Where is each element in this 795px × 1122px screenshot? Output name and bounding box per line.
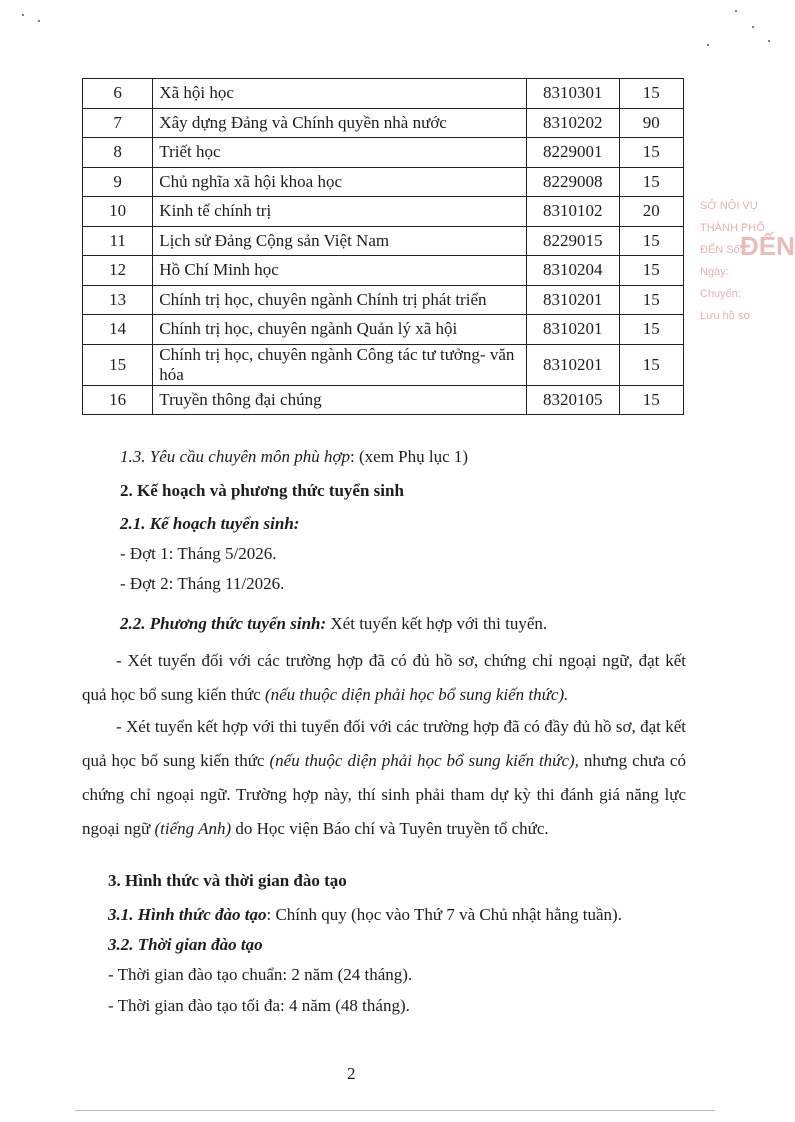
table-row xyxy=(83,108,684,138)
paragraph-text: - Xét tuyển kết hợp với thi tuyển đối với các trường hợp đã có đầy đủ hồ sơ, đạt kết quả học bổ sung kiến thức xyxy=(82,717,686,770)
quota-cell: 15 xyxy=(619,79,683,109)
table-row xyxy=(83,226,684,256)
table-row xyxy=(83,344,684,385)
paragraph-italic: (nếu thuộc diện phải học bổ sung kiến thức), xyxy=(269,751,579,770)
section-1-3-heading: 1.3. Yêu cầu chuyên môn phù hợp xyxy=(120,447,351,466)
majors-table-body xyxy=(83,79,684,415)
page-number: 2 xyxy=(347,1064,356,1083)
section-1-3 xyxy=(120,446,468,468)
major-code-cell: 8310301 xyxy=(526,79,619,109)
scan-speck xyxy=(22,14,24,16)
major-name-cell: Chính trị học, chuyên ngành Quản lý xã hội xyxy=(153,315,527,345)
list-item: - Đợt 1: Tháng 5/2026. xyxy=(120,544,277,563)
quota-cell: 15 xyxy=(619,344,683,385)
major-name-cell: Truyền thông đại chúng xyxy=(153,385,527,415)
row-number-cell: 9 xyxy=(83,167,153,197)
major-name-cell: Chủ nghĩa xã hội khoa học xyxy=(153,167,527,197)
paragraph-italic: (nếu thuộc diện phải học bổ sung kiến thức). xyxy=(264,685,569,704)
scan-speck xyxy=(707,44,709,46)
section-2-2-heading: 2.2. Phương thức tuyển sinh: xyxy=(120,614,327,633)
major-name-cell: Lịch sử Đảng Cộng sản Việt Nam xyxy=(153,226,527,256)
row-number-cell: 16 xyxy=(83,385,153,415)
section-2-2 xyxy=(120,613,547,635)
table-row xyxy=(83,315,684,345)
paragraph-text: do Học viện Báo chí và Tuyên truyền tổ chức. xyxy=(231,819,549,838)
section-2-1-heading: 2.1. Kế hoạch tuyển sinh: xyxy=(120,514,300,533)
row-number-cell: 8 xyxy=(83,138,153,168)
table-row xyxy=(83,167,684,197)
row-number-cell: 6 xyxy=(83,79,153,109)
table-row xyxy=(83,285,684,315)
section-1-3-text: : (xem Phụ lục 1) xyxy=(350,447,469,466)
major-code-cell: 8229001 xyxy=(526,138,619,168)
row-number-cell: 12 xyxy=(83,256,153,286)
major-name-cell: Kinh tế chính trị xyxy=(153,197,527,227)
major-code-cell: 8310204 xyxy=(526,256,619,286)
quota-cell: 15 xyxy=(619,138,683,168)
row-number-cell: 15 xyxy=(83,344,153,385)
major-name-cell: Chính trị học, chuyên ngành Công tác tư tưởng- văn hóa xyxy=(153,344,527,385)
scan-speck xyxy=(735,10,737,12)
section-2-2-text: Xét tuyển kết hợp với thi tuyển. xyxy=(326,614,548,633)
major-code-cell: 8310102 xyxy=(526,197,619,227)
stamp-line: Chuyển: xyxy=(700,288,741,300)
major-code-cell: 8310202 xyxy=(526,108,619,138)
list-item: - Đợt 2: Tháng 11/2026. xyxy=(120,574,285,593)
major-name-cell: Hồ Chí Minh học xyxy=(153,256,527,286)
major-code-cell: 8229008 xyxy=(526,167,619,197)
quota-cell: 15 xyxy=(619,167,683,197)
bottom-divider xyxy=(75,1110,715,1111)
scan-speck xyxy=(38,20,40,22)
quota-cell: 15 xyxy=(619,315,683,345)
stamp-line: SỞ NỘI VỤ THÀNH PHỐ xyxy=(700,200,765,234)
section-2-heading: 2. Kế hoạch và phương thức tuyển sinh xyxy=(120,481,404,500)
table-row xyxy=(83,138,684,168)
major-name-cell: Chính trị học, chuyên ngành Chính trị phát triển xyxy=(153,285,527,315)
table-row xyxy=(83,385,684,415)
paragraph-text: - Xét tuyển đối với các trường hợp đã có đủ hồ sơ, chứng chỉ ngoại ngữ, đạt kết quả học bổ sung kiến thức xyxy=(82,651,686,704)
quota-cell: 15 xyxy=(619,285,683,315)
stamp-line: Lưu hồ sơ xyxy=(700,310,751,322)
scan-speck xyxy=(752,26,754,28)
section-3-2-heading: 3.2. Thời gian đào tạo xyxy=(108,935,263,954)
majors-table xyxy=(82,78,684,415)
row-number-cell: 11 xyxy=(83,226,153,256)
quota-cell: 15 xyxy=(619,385,683,415)
major-code-cell: 8320105 xyxy=(526,385,619,415)
quota-cell: 20 xyxy=(619,197,683,227)
paragraph-xet-tuyen xyxy=(82,644,686,712)
table-row xyxy=(83,197,684,227)
major-name-cell: Xã hội học xyxy=(153,79,527,109)
received-stamp xyxy=(700,195,795,325)
major-code-cell: 8310201 xyxy=(526,315,619,345)
major-code-cell: 8229015 xyxy=(526,226,619,256)
row-number-cell: 10 xyxy=(83,197,153,227)
paragraph-italic: (tiếng Anh) xyxy=(154,819,232,838)
stamp-line: Ngày: xyxy=(700,266,729,278)
row-number-cell: 13 xyxy=(83,285,153,315)
major-code-cell: 8310201 xyxy=(526,285,619,315)
table-row xyxy=(83,79,684,109)
stamp-line: ĐẾN Số: xyxy=(700,244,743,256)
list-item: - Thời gian đào tạo chuẩn: 2 năm (24 tháng). xyxy=(108,965,413,984)
section-3-1-text: : Chính quy (học vào Thứ 7 và Chủ nhật hằng tuần). xyxy=(266,905,622,924)
paragraph-text: nhưng chưa có chứng chỉ ngoại ngữ. Trường hợp này, thí sinh phải tham dự kỳ thi đánh giá năng lực ngoại ngữ xyxy=(82,751,686,838)
major-name-cell: Xây dựng Đảng và Chính quyền nhà nước xyxy=(153,108,527,138)
row-number-cell: 7 xyxy=(83,108,153,138)
section-3-1 xyxy=(108,904,622,926)
list-item: - Thời gian đào tạo tối đa: 4 năm (48 tháng). xyxy=(108,996,410,1015)
quota-cell: 15 xyxy=(619,256,683,286)
quota-cell: 15 xyxy=(619,226,683,256)
scan-speck xyxy=(768,40,770,42)
stamp-big-text: ĐẾN xyxy=(740,231,795,261)
table-row xyxy=(83,256,684,286)
major-code-cell: 8310201 xyxy=(526,344,619,385)
quota-cell: 90 xyxy=(619,108,683,138)
row-number-cell: 14 xyxy=(83,315,153,345)
paragraph-xet-tuyen-thi-tuyen xyxy=(82,710,686,846)
section-3-1-heading: 3.1. Hình thức đào tạo xyxy=(108,905,267,924)
major-name-cell: Triết học xyxy=(153,138,527,168)
section-3-heading: 3. Hình thức và thời gian đào tạo xyxy=(108,871,347,890)
